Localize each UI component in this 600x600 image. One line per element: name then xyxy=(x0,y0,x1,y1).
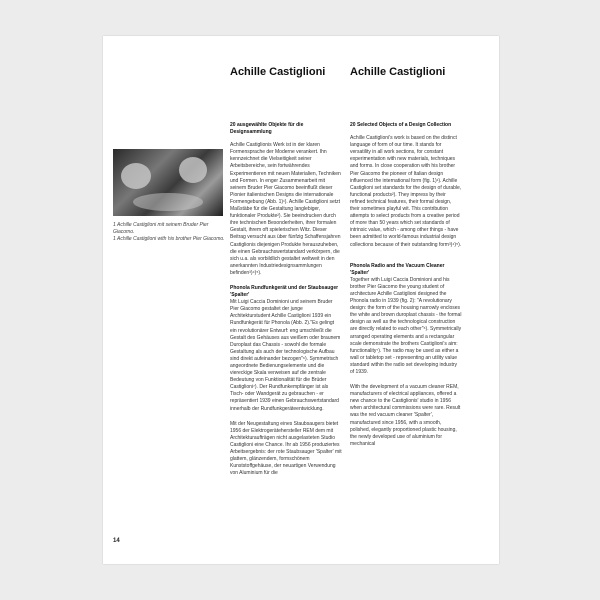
english-paragraph-1: Achille Castiglioni's work is based on the distinct language of form of our time. It stands for versatility in all work sections, for constant experimentation with new materials, techniques and forms. In close cooperation with his brother Pier Giacomo the pioneer of Italian design influenced the international form (fig. 1)¹). Achille Castiglioni set standards for the design of durable, functional products²). They impress by their refined technical features, their formal design, their sometimes playful wit. This contribution attempts to select products from a creative period of more than 50 years which set standards of intrinsic value, which - among other things - have been admitted to world-famous industrial design collections because of their outstanding form³)⁴)⁵). xyxy=(350,135,462,248)
english-paragraph-3: With the development of a vacuum cleaner REM, manufacturers of electrical appliances, offered a new chance to the Castiglionis' studio in 1956 when architectural commissions were rare. Result was the red vacuum cleaner 'Spalter', manufactured since 1956, with a smooth, polished, elegantly proportioned plastic housing, the newly developed use of aluminium for mechanical xyxy=(350,384,461,447)
german-paragraph-3: Mit der Neugestaltung eines Staubsaugers bietet 1956 der Elektrogerätehersteller REM dem mit Architekturaufträgen nicht ausgelasteten Studio Castiglioni eine Chance. Ihr ab 1956 produziertes Arbeitsergebnis: der rote Staubsauger 'Spalter' mit glattem, glänzendem, formschönem Kunststoffgehäuse, der neuartigen Verwendung von Aluminium für die xyxy=(230,420,342,477)
photo-caption xyxy=(113,222,225,243)
german-paragraph-1: Achille Castiglionis Werk ist in der klaren Formensprache der Moderne verankert. Ihn kennzeichnet die Vielseitigkeit seiner Arbeitsbereiche, sein fortwährendes Experimentieren mit neuen Materialien, Techniken und Formen. In enger Zusammenarbeit mit seinem Bruder Pier Giacomo beeinflußt dieser Pionier italienischen Designs die internationale Formengebung (Abb. 1)¹). Achille Castiglioni setzt Maßstäbe für die Gestaltung langlebiger, funktionaler Produkte²). Sie beeindrucken durch ihre technischen Besonderheiten, ihrer formalen Gestalt, ihrem oft spielerischen Witz. Dieser Beitrag versucht aus über fünfzig Schaffensjahren Castiglionis diejenigen Produkte herauszuheben, die einen Gebrauchswertstandard verkörpern, die sich u.a. als vorbildlich gestaltet weltweit in den anerkannten Industriedesignsammlungen befinden³)⁴)⁵). xyxy=(230,142,341,276)
english-heading-2: Phonola Radio and the Vacuum Cleaner 'Spalter' xyxy=(350,262,445,276)
castiglioni-brothers-photo xyxy=(113,149,223,216)
english-column xyxy=(350,122,462,448)
german-paragraph-2: Mit Luigi Caccia Dominioni und seinem Bruder Pier Giacomo gestaltet der junge Architekturstudent Achille Castiglioni 1939 ein Rundfunkgerät für Phonola (Abb. 2)."Es gelingt ein revolutionärer Entwurf: eng umschließt die Gestalt des Gehäuses aus weißem oder braunem Duroplast das Chassis - sowohl die formale Gestaltung als auch der technologische Aufbau sind direkt aufeinander bezogen"⁶). Symmetrisch angeordnete Bedienungselemente und die viereckige Skala verweisen auf die zentrale Bedeutung von Funktionalität für die Brüder Castiglioni⁷). Der Rundfunkempfänger ist als Tisch- oder Wandgerät zu gebrauchen - er repräsentiert 1939 einen Gebrauchswertstandard innerhalb der Rundfunkgeräteentwicklung. xyxy=(230,299,341,412)
photo-caption-english: 1 Achille Castiglioni with his brother Pier Giacomo. xyxy=(113,236,225,242)
german-heading-2: Phonola Rundfunkgerät und der Staubsauger 'Spalter' xyxy=(230,284,339,299)
german-column xyxy=(230,122,342,477)
page-title-german: Achille Castiglioni xyxy=(230,66,326,78)
english-heading-1: 20 Selected Objects of a Design Collection xyxy=(350,122,452,128)
german-heading-1: 20 ausgewählte Objekte für die Designsammlung xyxy=(230,122,304,136)
photo-caption-german: 1 Achille Castiglioni mit seinem Bruder Pier Giacomo. xyxy=(113,222,209,235)
english-paragraph-2: Together with Luigi Caccia Dominioni and his brother Pier Giacomo the young student of architecture Achille Castiglioni designed the Phonola radio in 1939 (fig. 2): "A revolutionary design: the form of the housing narrowly encloses the white and brown duroplast chassis - the formal design as well as the technological construction are directly related to each other"⁶). Symmetrically arranged operating elements and a rectangular scale demonstrate the brothers Castiglioni's aim: functionality⁷). The radio may be used as either a wall or tabletop set - representing an utility value standard within the radio set developing industry of 1939. xyxy=(350,276,462,375)
document-page xyxy=(103,36,499,564)
page-number: 14 xyxy=(113,538,120,544)
page-title-english: Achille Castiglioni xyxy=(350,66,446,78)
